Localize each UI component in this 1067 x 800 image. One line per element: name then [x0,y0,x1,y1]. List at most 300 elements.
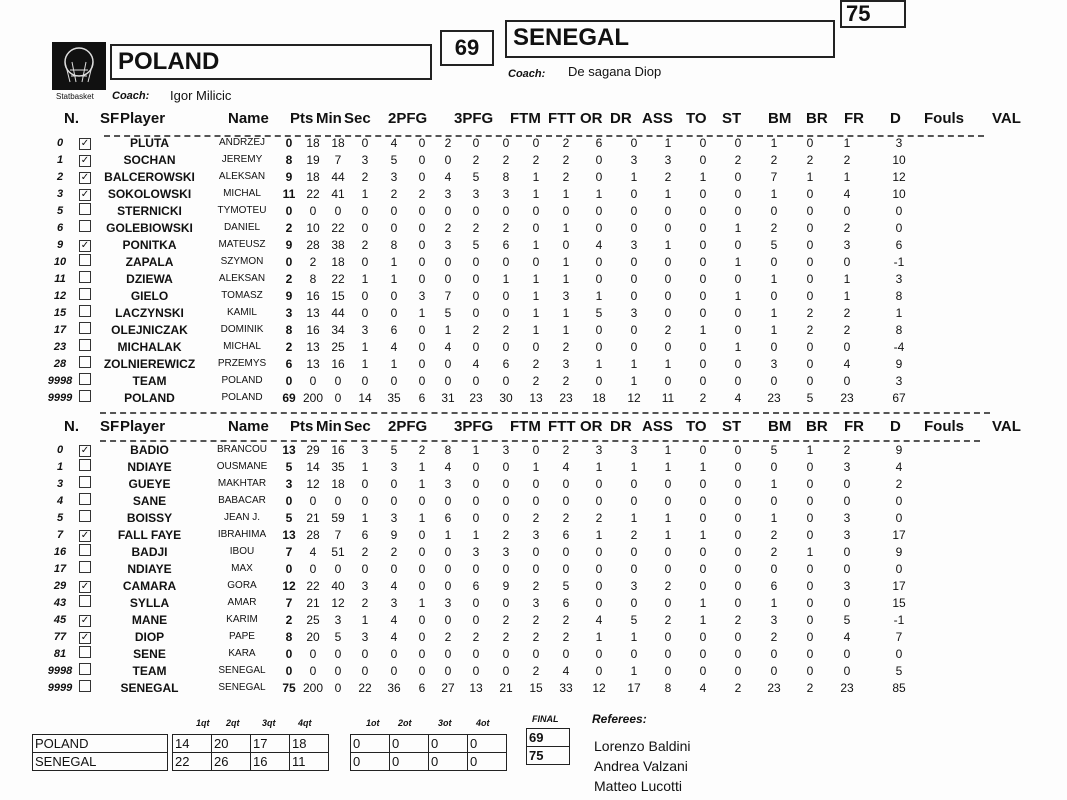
stat-cell: 0 [630,186,638,201]
starter-checkbox [78,628,92,645]
stat-cell: 15 [331,288,345,303]
jersey-number: 0 [56,443,64,456]
stat-cell: 3 [390,459,398,474]
section-divider [100,412,990,414]
stat-cell: 0 [630,271,638,286]
stat-cell: 1 [595,356,603,371]
starter-checkbox [78,270,92,287]
stat-cell: 1 [562,254,570,269]
stat-cell: 1 [734,254,742,269]
jersey-number: 9 [56,238,64,251]
stat-cell: 1 [595,288,603,303]
stat-cell: 22 [306,578,320,593]
stat-cell: 0 [664,493,672,508]
stat-cell: 0 [502,459,510,474]
stat-cell: 6 [502,237,510,252]
check-icon: ✓ [80,615,90,626]
stat-cell: 0 [418,203,426,218]
poland-player-row [42,338,931,355]
empty-box-icon [79,288,91,300]
stat-cell: 18 [592,390,606,405]
stat-cell: 0 [806,476,814,491]
stat-cell: 0 [418,493,426,508]
stat-cell: 3 [562,356,570,371]
first-name: TOMASZ [221,290,263,301]
column-header: Player [120,110,166,127]
poland-stats-table [42,134,931,406]
empty-box-icon [79,356,91,368]
player-name: LACZYNSKI [115,305,184,320]
stat-cell: 1 [806,442,814,457]
column-header: N. [64,418,79,435]
column-header: Fouls [924,418,964,435]
stat-cell: 5 [895,663,903,678]
stat-cell: 0 [595,322,603,337]
column-header: 2PFG [388,110,428,127]
stat-cell: 0 [444,561,452,576]
stat-cell: 0 [843,595,851,610]
senegal-player-row [42,492,931,509]
stat-cell: 0 [472,288,480,303]
stat-cell: 0 [595,152,603,167]
column-header: SF [100,418,120,435]
stat-cell: 9 [285,169,293,184]
stat-cell: 0 [664,288,672,303]
stat-cell: 1 [595,186,603,201]
stat-cell: 1 [562,186,570,201]
stat-cell: 2 [361,237,369,252]
stat-cell: 1 [532,271,540,286]
stat-cell: 1 [843,135,851,150]
check-icon: ✓ [80,189,90,200]
starter-checkbox [78,509,92,526]
stat-cell: 1 [806,544,814,559]
column-header: SF [100,110,120,127]
stat-cell: 0 [664,271,672,286]
poland-player-row [42,202,931,219]
stat-cell: 2 [843,152,851,167]
poland-stats-header [0,110,1067,130]
stat-cell: 0 [502,561,510,576]
stat-cell: 1 [472,442,480,457]
stat-cell: 18 [306,169,320,184]
stat-cell: 0 [770,459,778,474]
stat-cell: 22 [331,271,345,286]
stat-cell: 0 [502,663,510,678]
stat-cell: 2 [502,220,510,235]
stat-cell: 6 [285,356,293,371]
stat-cell: 1 [472,527,480,542]
stat-cell: 0 [734,203,742,218]
stat-cell: 2 [843,305,851,320]
player-name: GUEYE [128,476,171,491]
stat-cell: 8 [502,169,510,184]
column-header: DR [610,110,632,127]
stat-cell: 0 [595,493,603,508]
jersey-number: 6 [56,221,64,234]
player-name: NDIAYE [127,561,172,576]
stat-cell: 25 [306,612,320,627]
stat-cell: 2 [806,322,814,337]
first-name: KARIM [226,614,258,625]
empty-box-icon [79,373,91,385]
stat-cell: 1 [630,459,638,474]
stat-cell: 0 [664,476,672,491]
overtime-summary-scores [350,734,507,771]
stat-cell: 0 [806,339,814,354]
stat-cell: 0 [502,135,510,150]
stat-cell: 9 [895,442,903,457]
stat-cell: 0 [309,663,317,678]
senegal-stats-header [0,418,1067,438]
stat-cell: 0 [595,663,603,678]
stat-cell: 2 [770,152,778,167]
stat-cell: 0 [502,493,510,508]
first-name: MAX [231,563,253,574]
stat-cell: 0 [595,646,603,661]
starter-checkbox [78,202,92,219]
stat-cell: 23 [840,680,854,695]
stat-cell: 0 [532,561,540,576]
starter-checkbox [78,338,92,355]
stat-cell: 0 [699,510,707,525]
stat-cell: 0 [806,237,814,252]
starter-checkbox [78,253,92,270]
stat-cell: 3 [595,442,603,457]
player-name: PONITKA [122,237,177,252]
stat-cell: 3 [361,629,369,644]
stat-cell: 0 [895,646,903,661]
stat-cell: 3 [418,288,426,303]
stat-cell: 0 [630,339,638,354]
stat-cell: 0 [734,169,742,184]
stat-cell: 21 [499,680,513,695]
stat-cell: 5 [334,629,342,644]
stat-cell: 0 [562,237,570,252]
poland-player-row [42,287,931,304]
stat-cell: 4 [699,680,707,695]
stat-cell: 1 [630,169,638,184]
stat-cell: 6 [444,510,452,525]
stat-cell: 0 [734,305,742,320]
stat-cell: 0 [418,169,426,184]
stat-cell: 0 [843,373,851,388]
stat-cell: 0 [806,288,814,303]
stat-cell: 9 [390,527,398,542]
stat-cell: 4 [390,578,398,593]
stat-cell: 2 [361,544,369,559]
stat-cell: 0 [532,203,540,218]
stat-cell: 4 [562,663,570,678]
stat-cell: 18 [306,135,320,150]
stat-cell: 0 [630,493,638,508]
stat-cell: 0 [664,663,672,678]
stat-cell: 0 [595,271,603,286]
stat-cell: 3 [361,578,369,593]
stat-cell: 18 [331,476,345,491]
senegal-stats-table [42,441,931,696]
starter-checkbox [78,543,92,560]
stat-cell: 1 [770,322,778,337]
stat-cell: 1 [502,271,510,286]
stat-cell: 1 [699,169,707,184]
stat-cell: 12 [282,578,296,593]
stat-cell: 0 [532,646,540,661]
home-score: 69 [440,30,494,66]
stat-cell: 0 [806,493,814,508]
column-header: Name [228,110,269,127]
starter-checkbox [78,151,92,168]
stat-cell: 0 [699,663,707,678]
stat-cell: 1 [532,459,540,474]
stat-cell: 36 [387,680,401,695]
summary-team-name: SENEGAL [33,753,168,771]
first-name: PAPE [229,631,255,642]
stat-cell: 2 [562,152,570,167]
stat-cell: 51 [331,544,345,559]
stat-cell: 0 [630,561,638,576]
empty-box-icon [79,271,91,283]
column-header: BR [806,418,828,435]
stat-cell: 1 [664,442,672,457]
stat-cell: 1 [532,169,540,184]
stat-cell: 0 [734,442,742,457]
quarter-score: 16 [251,753,290,771]
stat-cell: 1 [532,186,540,201]
senegal-player-row [42,509,931,526]
stat-cell: 0 [699,493,707,508]
stat-cell: 16 [331,442,345,457]
stat-cell: 19 [306,152,320,167]
stat-cell: 8 [285,152,293,167]
stat-cell: 0 [806,220,814,235]
jersey-number: 11 [54,272,66,285]
senegal-player-row [42,594,931,611]
poland-player-row [42,270,931,287]
stat-cell: 1 [699,459,707,474]
stat-cell: 3 [630,152,638,167]
stat-cell: 8 [444,442,452,457]
stat-cell: 1 [664,510,672,525]
stat-cell: 16 [306,322,320,337]
column-header: FTM [510,110,541,127]
stat-cell: 0 [532,476,540,491]
stat-cell: 17 [627,680,641,695]
stat-cell: 0 [734,561,742,576]
stat-cell: 0 [734,527,742,542]
stat-cell: 0 [595,373,603,388]
stat-cell: 0 [472,203,480,218]
stat-cell: 1 [699,527,707,542]
column-header: 3PFG [454,110,494,127]
stat-cell: 0 [418,135,426,150]
column-header: 2PFG [388,418,428,435]
stat-cell: 0 [699,356,707,371]
stat-cell: 8 [285,629,293,644]
stat-cell: 0 [444,373,452,388]
column-header: Pts [290,110,314,127]
stat-cell: 2 [734,152,742,167]
column-header: ST [722,110,742,127]
stat-cell: 13 [306,339,320,354]
stat-cell: 0 [595,476,603,491]
ot-score: 0 [468,735,507,753]
stat-cell: 1 [770,510,778,525]
starter-checkbox [78,236,92,253]
stat-cell: 0 [630,254,638,269]
stat-cell: 0 [630,544,638,559]
stat-cell: 59 [331,510,345,525]
stat-cell: 0 [843,561,851,576]
stat-cell: 5 [595,305,603,320]
stat-cell: 0 [562,493,570,508]
stat-cell: 1 [843,271,851,286]
stat-cell: 0 [595,220,603,235]
stat-cell: 1 [532,305,540,320]
stat-cell: 0 [895,510,903,525]
quarter-score: 17 [251,735,290,753]
starter-checkbox [78,168,92,185]
stat-cell: 0 [734,322,742,337]
stat-cell: 23 [559,390,573,405]
senegal-player-row [42,458,931,475]
stat-cell: 0 [562,476,570,491]
stat-cell: 0 [734,135,742,150]
stat-cell: 0 [843,254,851,269]
stat-cell: 1 [664,356,672,371]
stat-cell: 2 [444,629,452,644]
player-name: DZIEWA [126,271,173,286]
first-name: IBRAHIMA [217,529,267,540]
stat-cell: 0 [472,271,480,286]
stat-cell: 2 [843,322,851,337]
stat-cell: 2 [361,595,369,610]
stat-cell: 3 [843,527,851,542]
quarter-label-3: 3qt [262,718,276,728]
stat-cell: 2 [595,510,603,525]
stat-cell: 0 [334,561,342,576]
first-name: JEAN J. [223,512,261,523]
stat-cell: 0 [418,629,426,644]
jersey-number: 9999 [47,681,73,694]
player-name: MANE [131,612,168,627]
player-name: SENE [133,646,166,661]
stat-cell: 38 [331,237,345,252]
stat-cell: 0 [361,135,369,150]
stat-cell: 7 [285,544,293,559]
stat-cell: 3 [390,169,398,184]
jersey-number: 23 [53,340,67,353]
poland-player-row [42,185,931,202]
stat-cell: 33 [559,680,573,695]
stat-cell: 2 [843,442,851,457]
stat-cell: 3 [664,152,672,167]
stat-cell: 15 [892,595,906,610]
senegal-player-row [42,475,931,492]
stat-cell: 7 [334,527,342,542]
stat-cell: 3 [843,459,851,474]
starter-checkbox [78,185,92,202]
first-name: JEREMY [221,154,263,165]
stat-cell: 12 [331,595,345,610]
stat-cell: 0 [334,680,342,695]
ot-score: 0 [468,753,507,771]
stat-cell: 0 [361,476,369,491]
stat-cell: 3 [895,373,903,388]
stat-cell: 2 [418,186,426,201]
stat-cell: 23 [767,680,781,695]
check-icon: ✓ [80,632,90,643]
stat-cell: 0 [285,373,293,388]
empty-box-icon [79,339,91,351]
stat-cell: 0 [418,578,426,593]
stat-cell: 0 [630,288,638,303]
away-team-name: SENEGAL [505,20,835,58]
stat-cell: 0 [361,663,369,678]
stat-cell: 0 [418,152,426,167]
quarter-score: 11 [290,753,329,771]
stat-cell: 7 [895,629,903,644]
column-header: Min [316,110,342,127]
stat-cell: 0 [770,663,778,678]
stat-cell: 0 [444,663,452,678]
stat-cell: 0 [390,203,398,218]
stat-cell: 8 [309,271,317,286]
column-header: FR [844,110,864,127]
poland-player-row [42,355,931,372]
poland-player-row [42,389,931,406]
stat-cell: 5 [630,612,638,627]
stat-cell: 1 [532,288,540,303]
stat-cell: 1 [361,510,369,525]
final-summary-scores [526,728,570,765]
stat-cell: 3 [502,442,510,457]
stat-cell: 200 [302,680,324,695]
stat-cell: 0 [285,203,293,218]
stat-cell: 8 [285,322,293,337]
empty-box-icon [79,493,91,505]
first-name: AMAR [227,597,257,608]
stat-cell: 0 [444,493,452,508]
stat-cell: 2 [699,390,707,405]
stat-cell: 5 [472,169,480,184]
stat-cell: 0 [770,203,778,218]
stat-cell: 3 [390,595,398,610]
stat-cell: 11 [661,390,675,405]
stat-cell: 2 [285,271,293,286]
stat-cell: 34 [331,322,345,337]
stat-cell: 0 [472,510,480,525]
stat-cell: 0 [806,595,814,610]
stat-cell: 12 [892,169,906,184]
stat-cell: 0 [806,578,814,593]
stat-cell: 0 [699,305,707,320]
stat-cell: 0 [472,612,480,627]
stat-cell: 1 [532,237,540,252]
stat-cell: 3 [630,442,638,457]
stat-cell: 0 [562,646,570,661]
stat-cell: 0 [444,356,452,371]
stat-cell: 1 [664,459,672,474]
jersey-number: 43 [53,596,67,609]
stat-cell: 0 [664,305,672,320]
stat-cell: 3 [472,544,480,559]
stat-cell: -1 [893,254,905,269]
stat-cell: 0 [390,493,398,508]
stat-cell: 2 [562,442,570,457]
stat-cell: 17 [892,527,906,542]
stat-cell: 2 [502,612,510,627]
